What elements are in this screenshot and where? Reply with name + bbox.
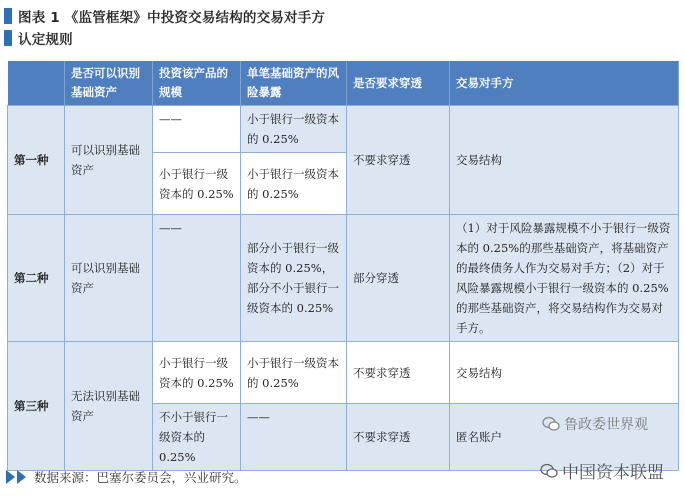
title-accent-bar: [4, 8, 12, 24]
cell-scale: 小于银行一级资本的 0.25%: [153, 153, 241, 215]
table-row: [8, 215, 679, 342]
cell-exposure: 部分小于银行一级资本的 0.25%，部分不小于银行一级资本的 0.25%: [241, 215, 347, 342]
header-cell-exposure: 单笔基础资产的风险暴露: [241, 61, 347, 106]
figure-title: [4, 6, 325, 26]
wechat-icon: [540, 463, 558, 479]
header-cell-empty: [8, 61, 65, 106]
table-row: [8, 106, 679, 153]
cell-scale: 不小于银行一级资本的 0.25%: [153, 404, 241, 471]
cell-identify: 无法识别基础资产: [65, 342, 153, 471]
watermark-account-text: 鲁政委世界观: [564, 417, 648, 433]
cell-counterparty: 交易结构: [450, 342, 679, 404]
cell-exposure: 小于银行一级资本的 0.25%: [241, 106, 347, 153]
cell-counterparty: 交易结构: [450, 106, 679, 215]
watermark-brand-text: 中国资本联盟: [562, 463, 664, 483]
cell-identify: 可以识别基础资产: [65, 215, 153, 342]
row-label-type2: 第二种: [8, 215, 65, 342]
subtitle-accent-bar: [4, 30, 12, 46]
watermark-account: [542, 414, 648, 434]
header-cell-identify: 是否可以识别基础资产: [65, 61, 153, 106]
row-label-type1: 第一种: [8, 106, 65, 215]
figure-subtitle: [4, 28, 73, 48]
source-text: 数据来源：巴塞尔委员会，兴业研究。: [34, 471, 247, 485]
cell-exposure: ——: [241, 404, 347, 471]
figure-title-text: 图表 1 《监管框架》中投资交易结构的交易对手方: [18, 10, 326, 26]
watermark-brand: [540, 458, 664, 483]
table-row: [8, 342, 679, 404]
rules-table: [7, 61, 678, 464]
triangle-icon: [6, 470, 15, 484]
cell-scale: 小于银行一级资本的 0.25%: [153, 342, 241, 404]
cell-penetrate: 不要求穿透: [347, 342, 450, 404]
header-cell-counterparty: 交易对手方: [450, 61, 679, 106]
row-label-type3: 第三种: [8, 342, 65, 471]
cell-scale: ——: [153, 106, 241, 153]
cell-penetrate: 部分穿透: [347, 215, 450, 342]
cell-identify: 可以识别基础资产: [65, 106, 153, 215]
cell-counterparty: 匿名账户: [450, 404, 679, 471]
wechat-icon: [542, 416, 560, 432]
cell-penetrate: 不要求穿透: [347, 106, 450, 215]
figure-subtitle-text: 认定规则: [18, 32, 73, 48]
cell-penetrate: 不要求穿透: [347, 404, 450, 471]
header-cell-scale: 投资该产品的规模: [153, 61, 241, 106]
triangle-icon: [17, 470, 26, 484]
table-header-row: [8, 61, 679, 106]
cell-counterparty: （1）对于风险暴露规模不小于银行一级资本的 0.25%的那些基础资产，将基础资产的最终债务人作为交易对手方；（2）对于风险暴露规模小于银行一级资本的 0.25%的那些基础资产，将交易结构作为交易对手方。: [450, 215, 679, 342]
cell-exposure: 小于银行一级资本的 0.25%: [241, 153, 347, 215]
cell-exposure: 小于银行一级资本的 0.25%: [241, 342, 347, 404]
rules-table-grid: [7, 61, 679, 471]
header-cell-penetrate: 是否要求穿透: [347, 61, 450, 106]
source-note: [6, 468, 247, 486]
cell-scale: ——: [153, 215, 241, 342]
